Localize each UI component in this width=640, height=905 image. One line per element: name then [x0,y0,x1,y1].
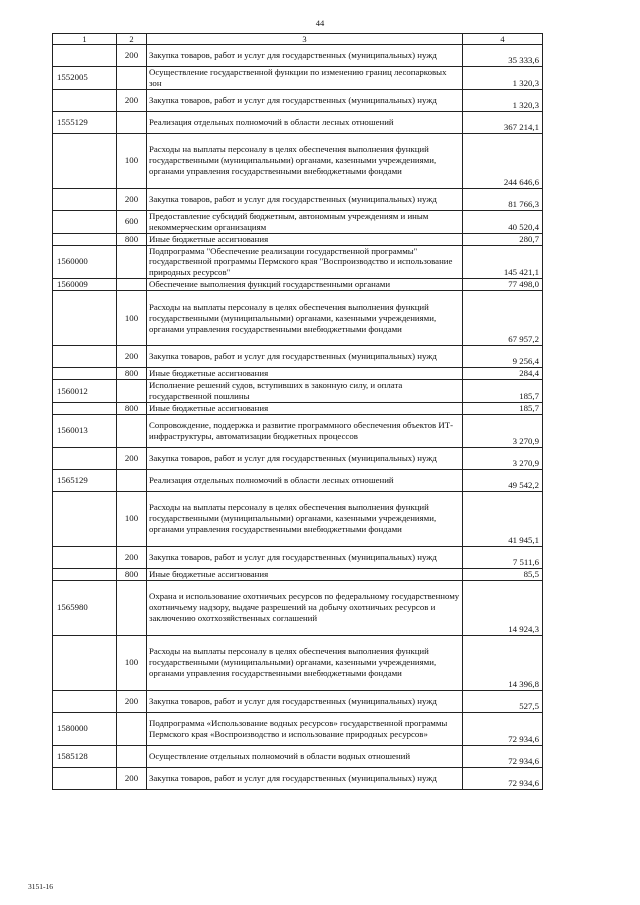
row-description: Закупка товаров, работ и услуг для государственных (муниципальных) нужд [147,45,463,67]
row-code [53,233,117,245]
row-description: Иные бюджетные ассигнования [147,233,463,245]
row-code [53,546,117,568]
table-row [53,45,543,67]
row-expense-type [117,414,147,447]
row-description: Расходы на выплаты персоналу в целях обеспечения выполнения функций государственными (муниципальными) органами, казенными учреждениями, органами управления государственными внебюджетными фондами [147,291,463,346]
row-code [53,491,117,546]
table-row [53,568,543,580]
row-code [53,210,117,233]
row-expense-type: 200 [117,546,147,568]
row-code [53,635,117,690]
row-code: 1552005 [53,67,117,90]
header-col-1: 1 [53,34,117,45]
row-expense-type: 800 [117,402,147,414]
row-amount: 40 520,4 [463,210,543,233]
row-code [53,89,117,111]
row-expense-type: 200 [117,447,147,469]
row-amount: 41 945,1 [463,491,543,546]
table-row [53,67,543,90]
row-expense-type: 100 [117,491,147,546]
row-description: Осуществление отдельных полномочий в области водных отношений [147,745,463,767]
table-row [53,346,543,368]
page-number: 44 [315,18,325,28]
row-description: Реализация отдельных полномочий в области лесных отношений [147,111,463,133]
row-expense-type [117,580,147,635]
row-expense-type: 100 [117,133,147,188]
header-col-4: 4 [463,34,543,45]
row-amount: 9 256,4 [463,346,543,368]
row-code: 1565980 [53,580,117,635]
table-row [53,368,543,380]
row-description: Иные бюджетные ассигнования [147,568,463,580]
row-amount: 244 646,6 [463,133,543,188]
budget-table [52,33,543,790]
table-row [53,279,543,291]
row-code [53,346,117,368]
table-row [53,690,543,712]
row-amount: 81 766,3 [463,188,543,210]
row-amount: 3 270,9 [463,414,543,447]
row-code: 1560009 [53,279,117,291]
row-amount: 77 498,0 [463,279,543,291]
row-amount: 185,7 [463,402,543,414]
row-amount: 1 320,3 [463,89,543,111]
table-row [53,469,543,491]
header-col-3: 3 [147,34,463,45]
row-code: 1555129 [53,111,117,133]
row-code [53,368,117,380]
table-row [53,745,543,767]
row-amount: 280,7 [463,233,543,245]
row-description: Предоставление субсидий бюджетным, автономным учреждениям и иным некоммерческим организациям [147,210,463,233]
row-amount: 145 421,1 [463,245,543,279]
row-description: Закупка товаров, работ и услуг для государственных (муниципальных) нужд [147,546,463,568]
row-expense-type [117,745,147,767]
row-description: Закупка товаров, работ и услуг для государственных (муниципальных) нужд [147,690,463,712]
table-row [53,491,543,546]
row-expense-type [117,67,147,90]
row-description: Иные бюджетные ассигнования [147,402,463,414]
row-amount: 72 934,6 [463,712,543,745]
row-expense-type [117,712,147,745]
row-code [53,402,117,414]
row-description: Расходы на выплаты персоналу в целях обеспечения выполнения функций государственными (муниципальными) органами, казенными учреждениями, органами управления государственными внебюджетными фондами [147,133,463,188]
table-row [53,188,543,210]
header-col-2: 2 [117,34,147,45]
row-expense-type [117,469,147,491]
row-amount: 72 934,6 [463,767,543,789]
row-expense-type: 200 [117,45,147,67]
row-description: Подпрограмма "Обеспечение реализации государственной программы" государственной программы Пермского края "Воспроизводство и использование природных ресурсов" [147,245,463,279]
row-code [53,447,117,469]
table-row [53,210,543,233]
row-description: Обеспечение выполнения функций государственными органами [147,279,463,291]
row-description: Расходы на выплаты персоналу в целях обеспечения выполнения функций государственными (муниципальными) органами, казенными учреждениями, органами управления государственными внебюджетными фондами [147,635,463,690]
row-amount: 35 333,6 [463,45,543,67]
row-expense-type [117,245,147,279]
row-expense-type: 100 [117,291,147,346]
table-row [53,414,543,447]
table-row [53,546,543,568]
row-description: Сопровождение, поддержка и развитие программного обеспечения объектов ИТ-инфраструктуры, автоматизации бюджетных процессов [147,414,463,447]
row-code: 1560000 [53,245,117,279]
row-code: 1560012 [53,380,117,403]
row-description: Закупка товаров, работ и услуг для государственных (муниципальных) нужд [147,89,463,111]
row-expense-type: 200 [117,89,147,111]
row-expense-type: 600 [117,210,147,233]
row-description: Осуществление государственной функции по изменению границ лесопарковых зон [147,67,463,90]
row-expense-type: 200 [117,188,147,210]
row-description: Исполнение решений судов, вступивших в законную силу, и оплата государственной пошлины [147,380,463,403]
table-row [53,580,543,635]
row-description: Охрана и использование охотничьих ресурсов по федеральному государственному охотничьему надзору, выдаче разрешений на добычу охотничьих ресурсов и заключению охотхозяйственных соглашений [147,580,463,635]
table-row [53,447,543,469]
row-code [53,291,117,346]
row-description: Закупка товаров, работ и услуг для государственных (муниципальных) нужд [147,447,463,469]
row-description: Закупка товаров, работ и услуг для государственных (муниципальных) нужд [147,188,463,210]
row-expense-type [117,380,147,403]
table-row [53,133,543,188]
row-expense-type: 200 [117,346,147,368]
row-expense-type: 800 [117,233,147,245]
row-expense-type: 800 [117,368,147,380]
footer-code: 3151-16 [28,882,53,891]
row-description: Подпрограмма «Использование водных ресурсов» государственной программы Пермского края «Воспроизводство и использование природных ресурсов» [147,712,463,745]
row-description: Закупка товаров, работ и услуг для государственных (муниципальных) нужд [147,767,463,789]
table-body [53,45,543,790]
row-description: Реализация отдельных полномочий в области лесных отношений [147,469,463,491]
table-row [53,635,543,690]
row-code: 1580000 [53,712,117,745]
row-description: Закупка товаров, работ и услуг для государственных (муниципальных) нужд [147,346,463,368]
row-code [53,767,117,789]
row-code [53,133,117,188]
row-expense-type [117,111,147,133]
row-description: Иные бюджетные ассигнования [147,368,463,380]
row-expense-type: 200 [117,690,147,712]
row-amount: 527,5 [463,690,543,712]
row-amount: 367 214,1 [463,111,543,133]
table-row [53,89,543,111]
row-expense-type [117,279,147,291]
table-row [53,245,543,279]
row-amount: 3 270,9 [463,447,543,469]
row-amount: 72 934,6 [463,745,543,767]
row-expense-type: 200 [117,767,147,789]
table-header [53,34,543,45]
table-row [53,767,543,789]
table-row [53,712,543,745]
row-amount: 7 511,6 [463,546,543,568]
row-amount: 67 957,2 [463,291,543,346]
row-description: Расходы на выплаты персоналу в целях обеспечения выполнения функций государственными (муниципальными) органами, казенными учреждениями, органами управления государственными внебюджетными фондами [147,491,463,546]
row-amount: 85,5 [463,568,543,580]
row-code [53,188,117,210]
row-code: 1585128 [53,745,117,767]
row-expense-type: 800 [117,568,147,580]
table-row [53,291,543,346]
row-amount: 14 924,3 [463,580,543,635]
row-amount: 49 542,2 [463,469,543,491]
row-amount: 185,7 [463,380,543,403]
row-code: 1565129 [53,469,117,491]
row-code [53,690,117,712]
row-code [53,45,117,67]
row-amount: 1 320,3 [463,67,543,90]
table-row [53,111,543,133]
row-expense-type: 100 [117,635,147,690]
row-amount: 14 396,8 [463,635,543,690]
table-row [53,402,543,414]
row-code: 1560013 [53,414,117,447]
table-row [53,233,543,245]
row-amount: 284,4 [463,368,543,380]
row-code [53,568,117,580]
table-row [53,380,543,403]
